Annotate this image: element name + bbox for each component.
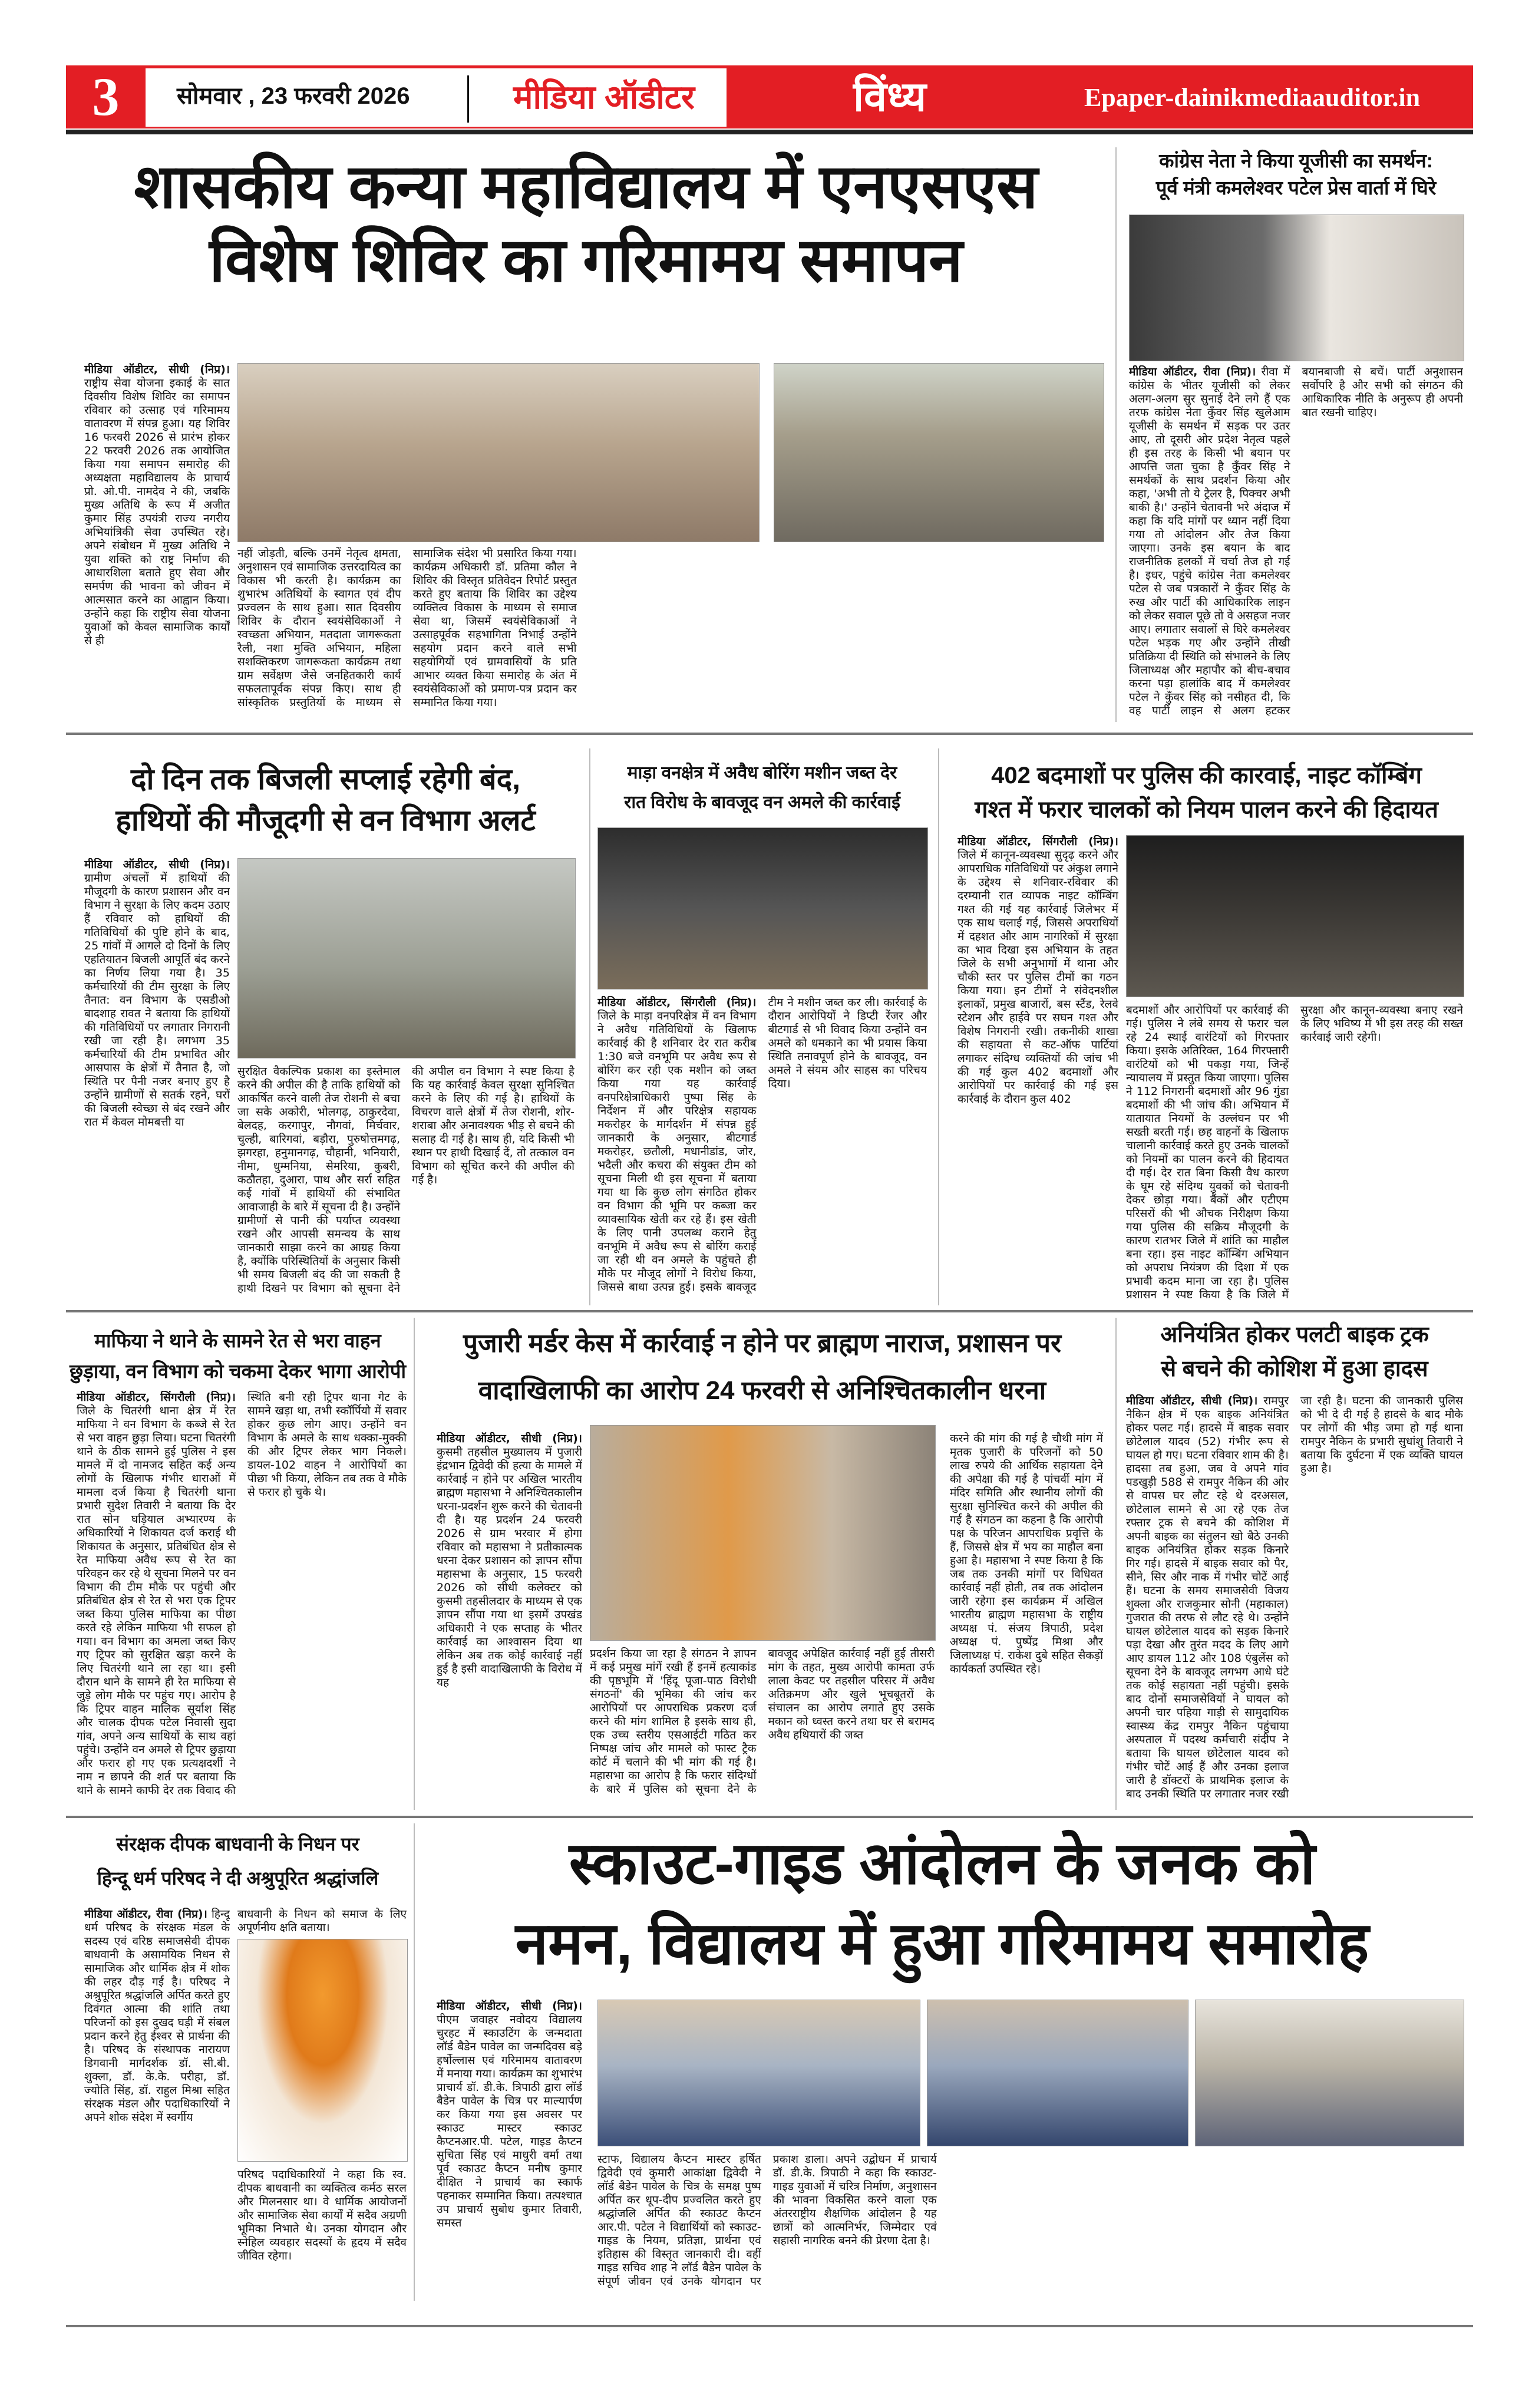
newspaper-name: मीडिया ऑडीटर (513, 78, 695, 116)
section-divider (66, 1310, 1473, 1312)
article-text (437, 2000, 582, 2298)
headline-line: शासकीय कन्या महाविद्यालय में एनएसएस (134, 153, 1038, 221)
dateline: मीडिया ऑडीटर, सीधी (निप्र)। (1126, 1394, 1258, 1407)
section-divider (66, 1816, 1473, 1818)
dateline: मीडिया ऑडीटर, सिंगरौली (निप्र)। (958, 835, 1118, 848)
headline-line: विशेष शिविर का गरिमामय समापन (209, 226, 963, 295)
photo-elephants (237, 858, 576, 1058)
body-text: जिले में कानून-व्यवस्था सुदृढ़ करने और आपराधिक गतिविधियों पर अंकुश लगाने के उद्देश्य से शनिवार-रविवार की दरम्यानी रात व्यापक नाइट कॉम्बिंग गश्त की गई यह कार्रवाई जिलेभर में एक साथ चलाई गई, जिससे अपराधियों में दहशत और आम नागरिकों में सुरक्षा का भाव दिखा इस अभियान के तहत जिले के सभी अनुभागों में थाना और चौकी स्तर पर पुलिस टीमों का गठन किया गया। इन टीमों ने संवेदनशील इलाकों, प्रमुख बाजारों, बस स्टैंड, रेलवे स्टेशन और हाईवे पर सघन गश्त और विशेष निगरानी रखी। तकनीकी शाखा की सहायता से कट-ऑफ पार्टियां लगाकर संदिग्ध व्यक्तियों की जांच भी की गई कुल 402 बदमाशों और आरोपियों पर कार्रवाई की गई इस कार्रवाई के दौरान कुल 402 (958, 849, 1118, 1106)
dateline: मीडिया ऑडीटर, सीधी (निप्र)। (84, 363, 230, 376)
article-headline (1129, 147, 1463, 202)
headline-line: कांग्रेस नेता ने किया यूजीसी का समर्थन: (1159, 150, 1433, 171)
article-text: नहीं जोड़ती, बल्कि उनमें नेतृत्व क्षमता, अनुशासन एवं सामाजिक उत्तरदायित्व का विकास भी करती है। कार्यक्रम का शुभारंभ अतिथियों के स्वागत एवं दीप प्रज्वलन के साथ हुआ। सात दिवसीय शिविर के दौरान स्वयंसेविकाओं ने स्वच्छता अभियान, मतदाता जागरूकता रैली, नशा मुक्ति अभियान, महिला सशक्तिकरण जागरूकता कार्यक्रम तथा ग्राम सर्वेक्षण जैसे जनहितकारी कार्य सफलतापूर्वक संपन्न किए। साथ ही सांस्कृतिक प्रस्तुतियों के माध्यम से सामाजिक संदेश भी प्रसारित किया गया। कार्यक्रम अधिकारी डॉ. प्रतिमा कौल ने शिविर की विस्तृत प्रतिवेदन रिपोर्ट प्रस्तुत करते हुए बताया कि शिविर का उद्देश्य व्यक्तित्व विकास के माध्यम से समाज सेवा था, जिसमें स्वयंसेविकाओं ने उत्साहपूर्वक सहभागिता निभाई उन्होंने सहयोग प्रदान करने वाले सभी सहयोगियों एवं ग्रामवासियों के प्रति आभार व्यक्त किया समारोह के अंत में स्वयंसेविकाओं को प्रमाण-पत्र प्रदान कर सम्मानित किया गया। (237, 547, 577, 709)
dateline: मीडिया ऑडीटर, रीवा (निप्र)। (1129, 365, 1256, 378)
body-text: हिन्दू धर्म परिषद के संरक्षक मंडल के सदस्य एवं वरिष्ठ समाजसेवी दीपक बाधवानी के असामयिक निधन से सामाजिक और धार्मिक क्षेत्र में शोक की लहर दौड़ गई है। परिषद ने अश्रुपूरित श्रद्धांजलि अर्पित करते हुए दिवंगत आत्मा की शांति तथा परिजनों को इस दुखद घड़ी में संबल प्रदान करने हेतु ईश्वर से प्रार्थना की है। परिषद के संस्थापक नारायण डिगवानी मार्गदर्शक डॉ. सी.बी. शुक्ला, डॉ. के.के. परीहा, डॉ. ज्योति सिंह, डॉ. राहुल मिश्रा सहित संरक्षक मंडल और पदाधिकारियों ने अपने शोक संदेश में स्वर्गीय (84, 1908, 230, 2124)
edition-name: विंध्य (853, 74, 926, 120)
headline-line: हाथियों की मौजूदगी से वन विभाग अलर्ट (115, 804, 536, 837)
body-text: ग्रामीण अंचलों में हाथियों की मौजूदगी के कारण प्रशासन और वन विभाग ने सुरक्षा के लिए कदम उठाए हैं रविवार को हाथियों की गतिविधियों की पुष्टि होने के बाद, 25 गांवों में आगले दो दिनों के लिए एहतियातन बिजली आपूर्ति बंद करने का निर्णय लिया गया है। 35 कर्मचारियों की टीम सुरक्षा के लिए तैनात: वन विभाग के एसडीओ बादशाह रावत ने बताया कि हाथियों की गतिविधियों पर लगातार निगरानी रखी जा रही है। लगभग 35 कर्मचारियों की टीम प्रभावित और आसपास के क्षेत्रों में तैनात है, जो स्थिति पर पैनी नजर बनाए हुए है उन्होंने ग्रामीणों से सतर्क रहने, घरों की बिजली स्वेच्छा से बंद रखने और रात में केवल मोमबत्ती या (84, 872, 230, 1129)
photo-scout-students-1 (597, 2000, 920, 2146)
article-headline (421, 1823, 1463, 1984)
article-text (84, 363, 230, 720)
body-text: जिले के माड़ा वनपरिक्षेत्र में वन विभाग ने अवैध गतिविधियों के खिलाफ कार्रवाई की है शनिवार देर रात करीब 1:30 बजे वनभूमि पर अवैध रूप से बोरिंग कर रही एक मशीन को जब्त किया गया यह कार्रवाई वनपरिक्षेत्राधिकारी पुष्पा सिंह के निर्देशन में और परिक्षेत्र सहायक मकरोहर के मार्गदर्शन में संपन्न हुई जानकारी के अनुसार, बीटगार्ड मकरोहर, छतौली, मधानीडांड, जोर, भदैली और कचरा की संयुक्त टीम को सूचना मिली थी इस सूचना में बताया गया था कि कुछ लोग संगठित होकर वन विभाग की भूमि पर कब्जा कर व्यावसायिक खेती कर रहे हैं। इस खेती के लिए पानी उपलब्ध कराने हेतु वनभूमि में अवैध रूप से बोरिंग कराई जा रही थी वन अमले के पहुंचते ही मौके पर मौजूद लोगों ने विरोध किया, जिससे बाधा उत्पन्न हुई। इसके बावजूद टीम ने मशीन जब्त कर ली। कार्रवाई के दौरान आरोपियों ने डिप्टी रेंजर और बीटगार्ड से भी विवाद किया उन्होंने वन अमले को धमकाने का भी प्रयास किया स्थिति तनावपूर्ण होने के बावजूद, वन अमले ने संयम और साहस का परिचय दिया। (597, 996, 927, 1294)
body-text: राष्ट्रीय सेवा योजना इकाई के सात दिवसीय विशेष शिविर का समापन रविवार को उत्साह एवं गरिमामय वातावरण में संपन्न हुआ। यह शिविर 16 फरवरी 2026 से प्रारंभ होकर 22 फरवरी 2026 तक आयोजित किया गया समापन समारोह की अध्यक्षता महाविद्यालय के प्राचार्य प्रो. ओ.पी. नामदेव ने की, जबकि मुख्य अतिथि के रूप में अजीत कुमार सिंह उपयंत्री राज्य नगरीय अभियांत्रिकी सेवा उपस्थित रहे। अपने संबोधन में मुख्य अतिथि ने युवा शक्ति को राष्ट्र निर्माण की आधारशिला बताते हुए सेवा और समर्पण की भावना को जीवन में आत्मसात करने का आह्वान किया। उन्होंने कहा कि राष्ट्रीय सेवा योजना युवाओं को केवल सामाजिक कार्यों से ही (84, 377, 230, 647)
column-rule (414, 1823, 415, 2301)
headline-line: पुजारी मर्डर केस में कार्रवाई न होने पर ब्राह्मण नाराज, प्रशासन पर (463, 1329, 1061, 1358)
headline-line: स्काउट-गाइड आंदोलन के जनक को (569, 1830, 1316, 1896)
article-text (437, 1432, 582, 1808)
headline-line: हिन्दू धर्म परिषद ने दी अश्रुपूरित श्रद्धांजलि (97, 1868, 379, 1889)
article-text (1129, 365, 1463, 720)
headline-line: रात विरोध के बावजूद वन अमले की कार्रवाई (624, 793, 900, 812)
article-text: प्रदर्शन किया जा रहा है संगठन ने ज्ञापन में कई प्रमुख मांगें रखी हैं इनमें हत्याकांड की पृष्ठभूमि में 'हिंदू पूजा-पाठ विरोधी संगठनों' की भूमिका की जांच कर आरोपियों पर आपराधिक प्रकरण दर्ज करने की मांग शामिल है इसके साथ ही, एक उच्च स्तरीय एसआईटी गठित कर निष्पक्ष जांच और मामले को फास्ट ट्रैक कोर्ट में चलाने की भी मांग की गई है। महासभा का आरोप है कि फरार संदिग्धों के बारे में पुलिस को सूचना देने के बावजूद अपेक्षित कार्रवाई नहीं हुई तीसरी मांग के तहत, मुख्य आरोपी कामता उर्फ लाला केवट पर तहसील परिसर में अवैध अतिक्रमण और खुले भूचबूतरों के संचालन का आरोप लगाते हुए उसके मकान को ध्वस्त करने तथा घर से बरामद अवैध हथियारों की जब्त (590, 1647, 935, 1796)
headline-line: से बचने की कोशिश में हुआ हादस (1161, 1357, 1428, 1381)
article-text: स्टाफ, विद्यालय कैप्टन मास्टर हर्षित द्विवेदी एवं कुमारी आकांक्षा द्विवेदी ने लॉर्ड बैडेन पावेल के चित्र के समक्ष पुष्प अर्पित कर धूप-दीप प्रज्वलित करते हुए श्रद्धांजलि अर्पित की स्काउट कैप्टन आर.पी. पटेल ने विद्यार्थियों को स्काउट-गाइड के नियम, प्रतिज्ञा, प्रार्थना एवं इतिहास की विस्तृत जानकारी दी। वहीं गाइड सचिव शाह ने लॉर्ड बैडेन पावेल के संपूर्ण जीवन एवं उनके योगदान पर प्रकाश डाला। अपने उद्बोधन में प्राचार्य डॉ. डी.के. त्रिपाठी ने कहा कि स्काउट-गाइड युवाओं में चरित्र निर्माण, अनुशासन की भावना विकसित करने वाला एक अंतरराष्ट्रीय शैक्षणिक आंदोलन है यह छात्रों को आत्मनिर्भर, जिम्मेदार एवं सहासी नागरिक बनने की प्रेरणा देता है। (597, 2153, 937, 2288)
column-rule (1115, 147, 1117, 722)
masthead-divider (467, 75, 469, 123)
column-rule (938, 748, 939, 1305)
dateline: मीडिया ऑडीटर, सीधी (निप्र)। (84, 858, 230, 871)
column-rule (1115, 1318, 1117, 1810)
headline-line: वादाखिलाफी का आरोप 24 फरवरी से अनिश्चितकालीन धरना (478, 1376, 1046, 1405)
page-number: 3 (92, 67, 120, 127)
headline-line: गश्त में फरार चालकों को नियम पालन करने की हिदायत (975, 797, 1438, 823)
body-text: जिले के चितरंगी थाना क्षेत्र में रेत माफिया ने वन विभाग के कब्जे से रेत से भरा वाहन छुड़ा लिया। घटना चितरंगी थाने के ठीक सामने हुई पुलिस ने इस मामले में दो नामजद सहित कई अन्य लोगों के खिलाफ गंभीर धाराओं में मामला दर्ज किया है चितरंगी थाना प्रभारी सुदेश तिवारी ने बताया कि देर रात सोन घड़ियाल अभ्यारण्य के अधिकारियों ने शिकायत दर्ज कराई थी शिकायत के अनुसार, प्रतिबंधित क्षेत्र से रेत माफिया अवैध रूप से रेत का परिवहन कर रहे थे सूचना मिलने पर वन विभाग की टीम मौके पर पहुंची और प्रतिबंधित क्षेत्र से रेत से भरा एक ट्रिपर जब्त किया पुलिस माफिया का पीछा करते रहे लेकिन माफिया भी सफल हो गया। वन विभाग का अमला जब्त किए गए ट्रिपर को सुरक्षित खड़ा करने के लिए चितरंगी थाने ला रहा था। इसी दौरान थाने के सामने ही रेत माफिया से जुड़े लोग मौके पर पहुंच गए। आरोप है कि ट्रिपर वाहन मालिक सूर्याश सिंह और चालक दीपक पटेल निवासी सुदा गांव, अपने अन्य साथियों के साथ वहां पहुंचे। उन्होंने वन अमले से ट्रिपर छुड़ाया और फरार हो गए एक प्रत्यक्षदर्शी ने नाम न छापने की शर्त पर बताया कि थाने के सामने काफी देर तक विवाद की स्थिति बनी रही ट्रिपर थाना गेट के सामने खड़ा था, तभी स्कॉर्पियो में सवार होकर कुछ लोग आए। उन्होंने वन विभाग के अमले के साथ धक्का-मुक्की की और ट्रिपर लेकर भाग निकले। डायल-102 वाहन ने आरोपियों का पीछा भी किया, लेकिन तब तक वे मौके से फरार हो चुके थे। (77, 1391, 407, 1797)
dateline: मीडिया ऑडीटर, सिंगरौली (निप्र)। (597, 996, 757, 1009)
lead-headline (69, 150, 1103, 298)
headline-line: माफिया ने थाने के सामने रेत से भरा वाहन (94, 1330, 381, 1351)
dateline: मीडिया ऑडीटर, सीधी (निप्र)। (437, 2000, 582, 2013)
photo-boring-machine (597, 827, 928, 989)
body-text: रीवा में कांग्रेस के भीतर यूजीसी को लेकर अलग-अलग सुर सुनाई देने लगे हैं एक तरफ कांग्रेस नेता कुँवर सिंह खुलेआम यूजीसी के समर्थन में सड़क पर उतर आए, तो दूसरी ओर प्रदेश नेतृत्व पहले ही इस तरह के किसी भी बयान पर आपत्ति जता चुका है कुँवर सिंह ने समर्थकों के साथ प्रदर्शन किया और कहा, 'अभी तो ये ट्रेलर है, पिक्चर अभी बाकी है।' उन्होंने चेतावनी भरे अंदाज में कहा कि यदि मांगों पर ध्यान नहीं दिया गया तो आंदोलन और तेज किया जाएगा। उनके इस बयान के बाद राजनीतिक हलकों में चर्चा तेज हो गई है। इधर, पहुंचे कांग्रेस नेता कमलेश्वर पटेल से जब पत्रकारों ने कुँवर सिंह के रुख और पार्टी की आधिकारिक लाइन को लेकर सवाल पूछे तो वे असहज नजर आए। लगातार सवालों से घिरे कमलेश्वर पटेल भड़क गए और उन्होंने तीखी प्रतिक्रिया दी स्थिति को संभालने के लिए जिलाध्यक्ष और महापौर को बीच-बचाव करना पड़ा हालांकि बाद में कमलेश्वर पटेल ने कुँवर सिंह को नसीहत दी, कि वह पार्टी लाइन से अलग हटकर बयानबाजी से बचें। पार्टी अनुशासन सर्वोपरि है और सभी को संगठन की आधिकारिक नीति के अनुरूप ही अपनी बात रखनी चाहिए। (1129, 365, 1463, 717)
article-headline (69, 1325, 407, 1387)
photo-night-combing (1126, 835, 1464, 997)
headline-line: दो दिन तक बिजली सप्लाई रहेगी बंद, (130, 763, 521, 796)
masthead-rule (66, 130, 1473, 134)
headline-line: संरक्षक दीपक बाधवानी के निधन पर (116, 1833, 359, 1855)
article-text (77, 1391, 407, 1808)
article-text: बाधवानी के निधन को समाज के लिए अपूर्णनीय क्षति बताया। (237, 1908, 407, 1934)
headline-line: 402 बदमाशों पर पुलिस की कारवाई, नाइट कॉम्बिंग (991, 763, 1422, 789)
article-text: बदमाशों और आरोपियों पर कार्रवाई की गई। पुलिस ने लंबे समय से फरार चल रहे 24 स्थाई वारंटियों को गिरफ्तार किया। इसके अतिरिक्त, 164 गिरफ्तारी वारंटियों को भी पकड़ा गया, जिन्हें न्यायालय में प्रस्तुत किया जाएगा। पुलिस ने 112 निगरानी बदमाशों और 96 गुंडा बदमाशों की भी जांच की। अभियान में यातायात नियमों के उल्लंघन पर भी सख्ती बरती गई। छह वाहनों के खिलाफ चालानी कार्रवाई करते हुए उनके चालकों को नियमों का पालन करने की हिदायत दी गई। देर रात बिना किसी वैध कारण के घूम रहे संदिग्ध युवकों को चेतावनी देकर छोड़ा गया। बैंकों और एटीएम परिसरों की भी औचक निरीक्षण किया गया पुलिस की सक्रिय मौजूदगी के कारण रातभर जिले में शांति का माहौल बना रहा। इस नाइट कॉम्बिंग अभियान को अपराध नियंत्रण की दिशा में एक प्रभावी कदम माना जा रहा है। पुलिस प्रशासन ने स्पष्ट किया है कि जिले में सुरक्षा और कानून-व्यवस्था बनाए रखने के लिए भविष्य में भी इस तरह की सख्त कार्रवाई जारी रहेगी। (1126, 1004, 1463, 1301)
photo-press-conference (1129, 215, 1464, 361)
article-text: परिषद पदाधिकारियों ने कहा कि स्व. दीपक बाधवानी का व्यक्तित्व कर्मठ सरल और मिलनसार था। वे धार्मिक आयोजनों और सामाजिक सेवा कार्यों में सदैव अग्रणी भूमिका निभाते थे। उनका योगदान और स्नेहिल व्यवहार सदस्यों के हृदय में सदैव जीवित रहेगा। (237, 2168, 407, 2262)
headline-line: अनियंत्रित होकर पलटी बाइक ट्रक (1160, 1322, 1429, 1347)
column-rule (414, 1318, 415, 1810)
photo-nss-ceremony (237, 363, 760, 542)
headline-line: नमन, विद्यालय में हुआ गरिमामय समारोह (515, 1911, 1369, 1977)
article-headline (597, 758, 927, 817)
body-text: पीएम जवाहर नवोदय विद्यालय चुरहट में स्काउटिंग के जन्मदाता लॉर्ड बैडेन पावेल का जन्मदिवस बड़े हर्षोल्लास एवं गरिमामय वातावरण में मनाया गया। कार्यक्रम का शुभारंभ प्राचार्य डॉ. डी.के. त्रिपाठी द्वारा लॉर्ड बैडेन पावेल के चित्र पर माल्यार्पण कर किया गया इस अवसर पर स्काउट मास्टर स्काउट कैप्टनआर.पी. पटेल, गाइड कैप्टन सुचिता सिंह एवं माधुरी वर्मा तथा पूर्व स्काउट कैप्टन मनीष कुमार दीक्षित ने प्राचार्य का स्कार्फ पहनाकर सम्मानित किया। तत्पश्चात उप प्राचार्य सुबोध कुमार तिवारी, समस्त (437, 2013, 582, 2229)
article-headline (69, 1827, 407, 1895)
article-text (958, 835, 1118, 1302)
headline-line: माड़ा वनक्षेत्र में अवैध बोरिंग मशीन जब्त देर (627, 763, 897, 783)
article-text (1126, 1394, 1463, 1808)
dateline: मीडिया ऑडीटर, रीवा (निप्र)। (84, 1908, 207, 1921)
page-bottom-rule (66, 2325, 1473, 2327)
section-divider (66, 733, 1473, 735)
article-text (84, 1908, 230, 2298)
photo-portrait-deepak-badhwani (237, 1939, 408, 2162)
website-link[interactable]: Epaper-dainikmediaauditor.in (1084, 83, 1421, 112)
article-headline (421, 1320, 1103, 1414)
photo-nss-group (774, 363, 1104, 542)
photo-brahmin-protest (590, 1425, 936, 1641)
body-text: कुसमी तहसील मुख्यालय में पुजारी इंद्रभान द्विवेदी की हत्या के मामले में कार्रवाई न होने पर अखिल भारतीय ब्राह्मण महासभा ने अनिश्चितकालीन धरना-प्रदर्शन शुरू करने की चेतावनी दी है। यह प्रदर्शन 24 फरवरी 2026 से ग्राम भरवार में होगा रविवार को महासभा ने प्रतीकात्मक धरना देकर प्रशासन को ज्ञापन सौंपा महासभा के अनुसार, 15 फरवरी 2026 को सीधी कलेक्टर को कुसमी तहसीलदार के माध्यम से एक ज्ञापन सौंपा गया था इसमें उपखंड अधिकारी ने एक सप्ताह के भीतर कार्रवाई का आश्वासन दिया था लेकिन अब तक कोई कार्रवाई नहीं हुई है इसी वादाखिलाफी के विरोध में यह (437, 1446, 582, 1689)
body-text: रामपुर नैकिन क्षेत्र में एक बाइक अनियंत्रित होकर पलट गई। हादसे में बाइक सवार छोटेलाल यादव (52) गंभीर रूप से घायल हो गए। घटना रविवार शाम की है। हादसा तब हुआ, जब वे अपने गांव पडखुड़ी 588 से रामपुर नैकिन की ओर से वापस घर लौट रहे थे दरअसल, छोटेलाल सामने से आ रहे एक तेज रफ्तार ट्रक से बचने की कोशिश में अपनी बाइक का संतुलन खो बैठे उनकी बाइक अनियंत्रित होकर सड़क किनारे गिर गई। हादसे में बाइक सवार को पैर, सीने, सिर और नाक में गंभीर चोटें आई हैं। घटना के समय समाजसेवी विजय शुक्ला और राजकुमार सोनी (महाकाल) गुजरात की तरफ से लौट रहे थे। उन्होंने घायल छोटेलाल यादव को सड़क किनारे पड़ा देखा और तुरंत मदद के लिए आगे आए डायल 112 और 108 एंबुलेंस को सूचना देने के बावजूद लगभग आधे घंटे तक कोई सहायता नहीं पहुंची। इसके बाद दोनों समाजसेवियों ने घायल को अपनी चार पहिया गाड़ी से सामुदायिक स्वास्थ्य केंद्र रामपुर नैकिन पहुंचाया अस्पताल में पदस्थ कर्मचारी संदीप ने बताया कि घायल छोटेलाल यादव को गंभीर चोटें आई हैं और उनका इलाज जारी है डॉक्टरों के प्राथमिक इलाज के बाद उनकी स्थिति पर लगातार नजर रखी जा रही है। घटना की जानकारी पुलिस को भी दे दी गई है हादसे के बाद मौके पर लोगों की भीड़ जमा हो गई थाना रामपुर नैकिन के प्रभारी सुधांशु तिवारी ने बताया कि दुर्घटना में एक व्यक्ति घायल हुआ है। (1126, 1394, 1463, 1800)
issue-date: सोमवार , 23 फरवरी 2026 (177, 83, 410, 109)
article-headline (69, 758, 582, 841)
article-headline (950, 758, 1463, 827)
headline-line: पूर्व मंत्री कमलेश्वर पटेल प्रेस वार्ता में घिरे (1155, 177, 1437, 199)
article-headline (1126, 1318, 1463, 1386)
column-rule (589, 748, 590, 1305)
article-text: करने की मांग की गई है चौथी मांग में मृतक पुजारी के परिजनों को 50 लाख रुपये की आर्थिक सहायता देने की अपेक्षा की गई है पांचवीं मांग में मंदिर समिति और स्थानीय लोगों की सुरक्षा सुनिश्चित करने की अपील की गई है संगठन का कहना है कि आरोपी पक्ष के परिजन आपराधिक प्रवृत्ति के हैं, जिससे क्षेत्र में भय का माहौल बना हुआ है। महासभा ने स्पष्ट किया है कि जब तक उनकी मांगों पर विधिवत कार्रवाई नहीं होती, तब तक आंदोलन जारी रहेगा इस कार्यक्रम में अखिल भारतीय ब्राह्मण महासभा के राष्ट्रीय अध्यक्ष पं. संजय त्रिपाठी, प्रदेश अध्यक्ष पं. पुष्पेंद्र मिश्रा और जिलाध्यक्ष पं. राकेश दुबे सहित सैकड़ों कार्यकर्ता उपस्थित रहे। (950, 1432, 1103, 1675)
article-text (84, 858, 230, 1302)
dateline: मीडिया ऑडीटर, सीधी (निप्र)। (437, 1432, 582, 1445)
headline-line: छुड़ाया, वन विभाग को चकमा देकर भागा आरोपी (69, 1360, 407, 1382)
article-text: सुरक्षित वैकल्पिक प्रकाश का इस्तेमाल करने की अपील की है ताकि हाथियों को आकर्षित करने वाली तेज रोशनी से बचा जा सके अकोरी, भोलगढ़, ठाकुरदेवा, बेलदह, करगापुर, नौगवां, मिर्चवार, चुल्ही, बारिगवां, बड़ौरा, पुरुषोत्तमगढ़, झगरहा, हनुमानगढ़, चौहानी, भनियारी, नीमा, धुम्मनिया, सेमरिया, कुबरी, कठौतहा, दुआरा, पाथ और सर्रा सहित कई गांवों में हाथियों की संभावित आवाजाही के बारे में सूचना दी है। उन्होंने ग्रामीणों से पानी की पर्याप्त व्यवस्था रखने और आपसी समन्वय के साथ जानकारी साझा करने का आग्रह किया है, क्योंकि परिस्थितियों के अनुसार किसी भी समय बिजली बंद की जा सकती है हाथी दिखने पर विभाग को सूचना देने की अपील वन विभाग ने स्पष्ट किया है कि यह कार्रवाई केवल सुरक्षा सुनिश्चित करने के लिए की गई है। हाथियों के विचरण वाले क्षेत्रों में तेज रोशनी, शोर-शराबा और अनावश्यक भीड़ से बचने की सलाह दी गई है। साथ ही, यदि किसी भी स्थान पर हाथी दिखाई दें, तो तत्काल वन विभाग को सूचित करने की अपील की गई है। (237, 1065, 574, 1295)
photo-scout-students-2 (927, 2000, 1188, 2146)
photo-principal-speech (1195, 2000, 1464, 2146)
article-text (597, 996, 927, 1302)
dateline: मीडिया ऑडीटर, सिंगरौली (निप्र)। (77, 1391, 236, 1404)
